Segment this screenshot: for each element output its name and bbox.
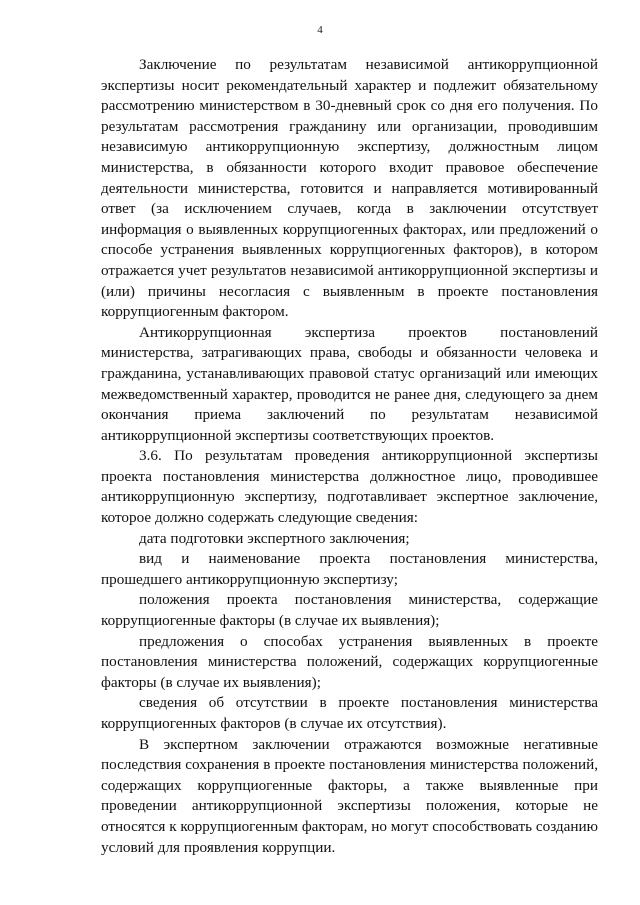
list-item-absence-of-factors: сведения об отсутствии в проекте постановления министерства коррупциогенных факторов (в случае их отсутствия). [101, 694, 598, 732]
page-number: 4 [317, 24, 323, 36]
paragraph-expert-conclusion-review: Заключение по результатам независимой антикоррупционной экспертизы носит рекомендательный характер и подлежит обязательному рассмотрению министерством в 30-дневный срок со дня его получения. По результатам рассмотрения гражданину или организации, проводившим независимую антикоррупционную экспертизу, должностным лицом министерства, в обязанности которого входит правовое обеспечение деятельности министерства, готовится и направляется мотивированный ответ (за исключением случаев, когда в заключении отсутствует информация о выявленных коррупциогенных факторах, или предложений о способе устранения выявленных коррупциогенных факторов), в котором отражается учет результатов независимой антикоррупционной экспертизы и (или) причины несогласия с выявленным в проекте постановления коррупциогенным фактором. [101, 56, 598, 321]
document-body [101, 55, 598, 858]
list-item-elimination-proposals: предложения о способах устранения выявленных в проекте постановления министерства положений, содержащих коррупциогенные факторы (в случае их выявления); [101, 632, 598, 691]
list-item-corruption-factors: положения проекта постановления министерства, содержащие коррупциогенные факторы (в случае их выявления); [101, 591, 598, 630]
list-item-conclusion-date: дата подготовки экспертного заключения; [139, 529, 410, 547]
paragraph-negative-consequences: В экспертном заключении отражаются возможные негативные последствия сохранения в проекте постановления министерства положений, содержащих коррупциогенные факторы, а также выявленные при проведении антикоррупционной экспертизы положения, которые не относятся к коррупциогенным факторам, но могут способствовать созданию условий для проявления коррупции. [101, 735, 598, 856]
list-item-project-type-name: вид и наименование проекта постановления министерства, прошедшего антикоррупционную экспертизу; [101, 550, 598, 588]
paragraph-expertise-timing: Антикоррупционная экспертиза проектов постановлений министерства, затрагивающих права, свободы и обязанности человека и гражданина, устанавливающих правовой статус организаций или имеющих межведомственный характер, проводится не ранее дня, следующего за днем окончания приема заключений по результатам независимой антикоррупционной экспертизы соответствующих проектов. [101, 323, 598, 444]
paragraph-section-3-6: 3.6. По результатам проведения антикоррупционной экспертизы проекта постановления министерства должностное лицо, проводившее антикоррупционную экспертизу, подготавливает экспертное заключение, которое должно содержать следующие сведения: [101, 447, 598, 527]
